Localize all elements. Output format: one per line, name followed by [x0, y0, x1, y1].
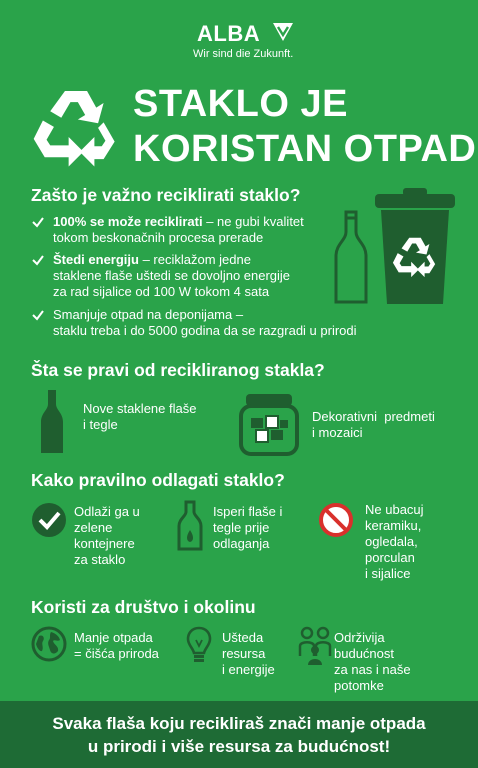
globe-icon [31, 626, 67, 662]
check-icon [31, 253, 45, 267]
check-icon [31, 308, 45, 322]
made-item-1-line1: Nove staklene flaše [83, 401, 197, 416]
made-heading: Šta se pravi od recikliranog stakla? [31, 360, 325, 380]
footer-message [19, 712, 459, 758]
page-title-line2: KORISTAN OTPAD [133, 128, 477, 170]
lightbulb-icon [186, 626, 212, 666]
why-heading: Zašto je važno reciklirati staklo? [31, 185, 301, 205]
bottle-icon [39, 388, 65, 456]
check-circle-icon [31, 502, 67, 538]
made-item-2-line1: Dekorativni predmeti [312, 409, 435, 424]
dispose-heading: Kako pravilno odlagati staklo? [31, 470, 285, 490]
recycling-bin-icon [373, 186, 457, 308]
recycle-icon [30, 80, 122, 172]
brand-logo [193, 18, 303, 62]
brand-name: ALBA [197, 21, 261, 46]
footer-line2: u prirodi i više resursa za budućnost! [87, 736, 391, 756]
made-item-1-line2: i tegle [83, 417, 118, 432]
benefit-item-3: Održivija budućnost za nas i naše potomke [334, 630, 411, 693]
family-icon [298, 626, 332, 666]
rinse-bottle-icon [176, 500, 206, 552]
brand-tagline: Wir sind die Zukunft. [193, 48, 294, 60]
benefit-item-2: Ušteda resursa i energije [222, 630, 275, 677]
bottle-icon [333, 210, 369, 306]
check-icon [31, 215, 45, 229]
dispose-item-1: Odlaži ga u zelene kontejnere za staklo [74, 504, 140, 567]
alba-logo-icon [271, 21, 295, 43]
benefits-heading: Koristi za društvo i okolinu [31, 597, 256, 617]
jar-icon [238, 392, 300, 456]
dispose-item-3: Ne ubacuj keramiku, ogledala, porculan i sijalice [365, 502, 424, 581]
dispose-item-2: Isperi flaše i tegle prije odlaganja [213, 504, 283, 551]
benefit-item-1: Manje otpada = čišća priroda [74, 630, 159, 661]
page-title-line1: STAKLO JE [133, 83, 348, 125]
forbidden-icon [318, 502, 354, 538]
made-item-2-line2: i mozaici [312, 425, 363, 440]
footer-banner [0, 701, 478, 768]
footer-line1: Svaka flaša koju recikliraš znači manje otpada [52, 713, 426, 733]
